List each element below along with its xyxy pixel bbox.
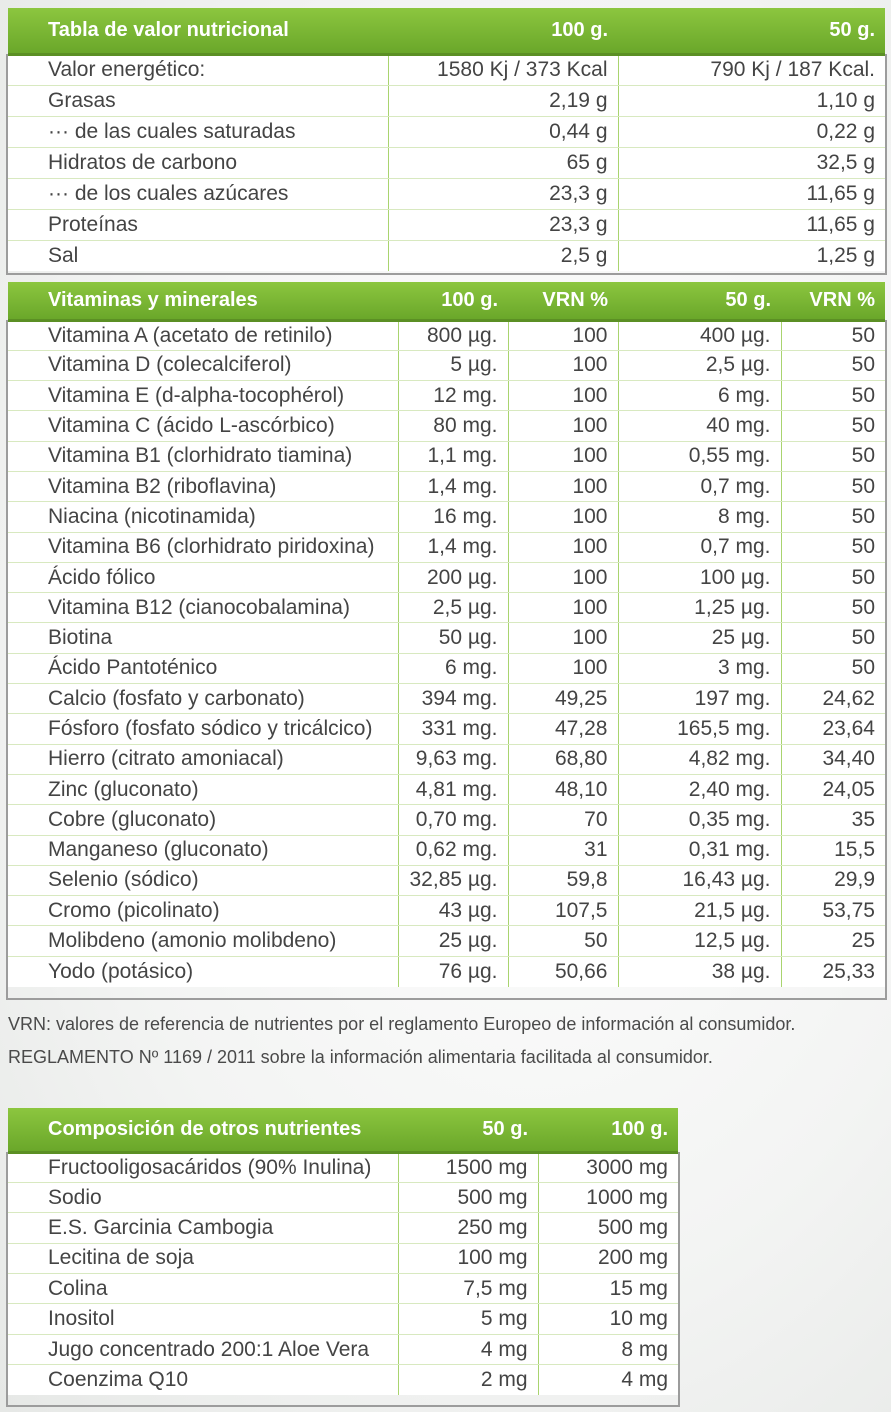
vitamins-row-value: 100 (508, 320, 618, 350)
other-row-label: Sodio (8, 1182, 398, 1212)
vitamins-row (8, 532, 885, 562)
vitamins-row-value: 0,70 mg. (398, 805, 508, 835)
vitamins-header-label: Vitaminas y minerales (8, 282, 398, 320)
vitamins-row-label: Biotina (8, 623, 398, 653)
vitamins-row-value: 100 (508, 532, 618, 562)
vitamins-row-value: 25 µg. (618, 623, 781, 653)
footnote-regulation: REGLAMENTO Nº 1169 / 2011 sobre la información alimentaria facilitada al consumidor. (8, 1047, 713, 1067)
vitamins-row-value: 3 mg. (618, 653, 781, 683)
vitamins-row-value: 100 (508, 381, 618, 411)
vitamins-row (8, 471, 885, 501)
other-row-value: 2 mg (398, 1365, 538, 1395)
vitamins-row-value: 70 (508, 805, 618, 835)
vitamins-row-value: 107,5 (508, 896, 618, 926)
vitamins-row-value: 2,40 mg. (618, 774, 781, 804)
other-row-label: Coenzima Q10 (48, 1368, 189, 1392)
nutrition-header-label: Tabla de valor nutricional (8, 8, 388, 54)
other-row-label: E.S. Garcinia Cambogia (8, 1213, 398, 1243)
vitamins-row (8, 562, 885, 592)
vitamins-row-value: 50 (781, 381, 885, 411)
other-row-value: 1500 mg (398, 1152, 538, 1182)
vitamins-row-value: 9,63 mg. (398, 744, 508, 774)
vitamins-row-label: Molibdeno (amonio molibdeno) (8, 926, 398, 956)
vitamins-row-value: 100 (508, 441, 618, 471)
nutrition-row (8, 54, 885, 85)
vitamins-row-value: 50 (781, 562, 885, 592)
vitamins-row-value: 100 µg. (618, 562, 781, 592)
vitamins-row (8, 744, 885, 774)
vitamins-row-value: 0,35 mg. (618, 805, 781, 835)
other-row (8, 1274, 678, 1304)
vitamins-row-value: 50 (781, 471, 885, 501)
vitamins-row-value: 49,25 (508, 684, 618, 714)
vitamins-row-value: 25 µg. (398, 926, 508, 956)
other-row (8, 1365, 678, 1395)
vitamins-row-value: 29,9 (781, 865, 885, 895)
other-row (8, 1213, 678, 1243)
other-row-value: 500 mg (538, 1213, 678, 1243)
vitamins-row-value: 100 (508, 350, 618, 380)
nutrition-row (8, 147, 885, 178)
vitamins-row-value: 8 mg. (618, 502, 781, 532)
nutrition-row (8, 209, 885, 240)
other-nutrients-table (8, 1108, 678, 1395)
nutrition-row-value: 11,65 g (618, 178, 885, 209)
other-row (8, 1243, 678, 1273)
vitamins-row-value: 34,40 (781, 744, 885, 774)
vitamins-row-label: Vitamina B6 (clorhidrato piridoxina) (8, 532, 398, 562)
nutrition-row-value: 1580 Kj / 373 Kcal (388, 54, 618, 85)
other-row (8, 1334, 678, 1364)
vitamins-row-value: 50 (781, 350, 885, 380)
other-row-value: 100 mg (398, 1243, 538, 1273)
vitamins-row-value: 16,43 µg. (618, 865, 781, 895)
vitamins-row (8, 714, 885, 744)
vitamins-row-value: 100 (508, 502, 618, 532)
vitamins-row-value: 53,75 (781, 896, 885, 926)
other-row-label: Inositol (8, 1304, 398, 1334)
nutrition-header-row (8, 8, 885, 54)
vitamins-row-value: 50 (781, 653, 885, 683)
nutrition-row-value: 11,65 g (618, 209, 885, 240)
vitamins-header-vrn-100g: VRN % (508, 282, 618, 320)
nutrition-row-value: 790 Kj / 187 Kcal. (618, 54, 885, 85)
nutrition-row-label: Valor energético: (8, 54, 388, 85)
vitamins-row-value: 24,05 (781, 774, 885, 804)
nutrition-row-value: 23,3 g (388, 178, 618, 209)
vitamins-row (8, 774, 885, 804)
nutrition-row-value: 23,3 g (388, 209, 618, 240)
vitamins-row-label: Yodo (potásico) (48, 959, 194, 983)
nutrition-header-100g: 100 g. (388, 8, 618, 54)
vitamins-row-label: Fósforo (fosfato sódico y tricálcico) (8, 714, 398, 744)
vitamins-row-value: 100 (508, 411, 618, 441)
vitamins-row-label: Selenio (sódico) (8, 865, 398, 895)
vitamins-row-value: 800 µg. (398, 320, 508, 350)
vitamins-row-value: 12 mg. (398, 381, 508, 411)
vitamins-row-value: 0,31 mg. (618, 835, 781, 865)
other-row-value: 7,5 mg (398, 1274, 538, 1304)
vitamins-row-value: 15,5 (781, 835, 885, 865)
other-row-label: Colina (8, 1274, 398, 1304)
nutrition-row (8, 240, 885, 271)
vitamins-row (8, 381, 885, 411)
vitamins-row-value: 21,5 µg. (618, 896, 781, 926)
vitamins-row-value: 100 (508, 653, 618, 683)
vitamins-row-label: Zinc (gluconato) (8, 774, 398, 804)
nutrition-row-value: 2,19 g (388, 85, 618, 116)
vitamins-row-label: Vitamina C (ácido L-ascórbico) (8, 411, 398, 441)
vitamins-row-value: 38 µg. (618, 956, 781, 986)
vitamins-row-value: 50 (781, 320, 885, 350)
vitamins-row-value: 50 (781, 441, 885, 471)
vitamins-row-value: 47,28 (508, 714, 618, 744)
vitamins-row-value: 0,62 mg. (398, 835, 508, 865)
other-row (8, 1152, 678, 1182)
vitamins-row-value: 35 (781, 805, 885, 835)
vitamins-row (8, 805, 885, 835)
vitamins-row-value: 48,10 (508, 774, 618, 804)
vitamins-row (8, 623, 885, 653)
other-row-value: 3000 mg (538, 1152, 678, 1182)
footnote-vrn: VRN: valores de referencia de nutrientes por el reglamento Europeo de información al consumidor. (8, 1014, 796, 1034)
nutrition-row-label: Sal (48, 243, 79, 267)
vitamins-row-value: 23,64 (781, 714, 885, 744)
vitamins-row-value: 4,82 mg. (618, 744, 781, 774)
vitamins-row-label: Ácido Pantoténico (8, 653, 398, 683)
nutrition-row (8, 178, 885, 209)
nutrition-row-label: Grasas (8, 85, 388, 116)
vitamins-row-value: 331 mg. (398, 714, 508, 744)
vitamins-row-value: 31 (508, 835, 618, 865)
other-row-label: Jugo concentrado 200:1 Aloe Vera (8, 1334, 398, 1364)
vitamins-row-value: 50 (781, 411, 885, 441)
vitamins-row-value: 50 (781, 532, 885, 562)
vitamins-row-value: 50 (508, 926, 618, 956)
other-row-label: Lecitina de soja (8, 1243, 398, 1273)
vitamins-row-value: 1,1 mg. (398, 441, 508, 471)
vitamins-row-value: 68,80 (508, 744, 618, 774)
vitamins-row-label: Hierro (citrato amoniacal) (8, 744, 398, 774)
other-row-value: 8 mg (538, 1334, 678, 1364)
vitamins-row-value: 394 mg. (398, 684, 508, 714)
other-row-value: 500 mg (398, 1182, 538, 1212)
vitamins-row-value: 6 mg. (618, 381, 781, 411)
vitamins-row-value: 16 mg. (398, 502, 508, 532)
vitamins-row-label: Cromo (picolinato) (8, 896, 398, 926)
vitamins-row-value: 50 (781, 593, 885, 623)
vitamins-row-label: Vitamina B12 (cianocobalamina) (8, 593, 398, 623)
vitamins-row-value: 0,7 mg. (618, 471, 781, 501)
other-row (8, 1304, 678, 1334)
vitamins-row-value: 100 (508, 623, 618, 653)
vitamins-row-value: 0,7 mg. (618, 532, 781, 562)
other-row-value: 15 mg (538, 1274, 678, 1304)
vitamins-row-value: 6 mg. (398, 653, 508, 683)
other-header-50g: 50 g. (398, 1108, 538, 1152)
vitamins-row-value: 40 mg. (618, 411, 781, 441)
vitamins-table (8, 282, 885, 987)
vitamins-header-100g: 100 g. (398, 282, 508, 320)
vitamins-row-value: 100 (508, 471, 618, 501)
other-row-value: 1000 mg (538, 1182, 678, 1212)
vitamins-row-value: 197 mg. (618, 684, 781, 714)
vitamins-row (8, 411, 885, 441)
vitamins-row-value: 50,66 (508, 956, 618, 986)
vitamins-row (8, 350, 885, 380)
vitamins-row-value: 400 µg. (618, 320, 781, 350)
vitamins-row-label: Vitamina E (d-alpha-tocophérol) (8, 381, 398, 411)
nutrition-row-value: 1,25 g (618, 240, 885, 271)
vitamins-row (8, 956, 885, 986)
vitamins-row-value: 12,5 µg. (618, 926, 781, 956)
nutrition-row-label: Hidratos de carbono (8, 147, 388, 178)
vitamins-row (8, 653, 885, 683)
vitamins-row-value: 1,25 µg. (618, 593, 781, 623)
vitamins-header-row (8, 282, 885, 320)
vitamins-row-value: 50 (781, 623, 885, 653)
vitamins-row (8, 865, 885, 895)
nutrition-row-label: Proteínas (8, 209, 388, 240)
nutrition-header-50g: 50 g. (618, 8, 885, 54)
nutrition-row-label: ··· de las cuales saturadas (8, 116, 388, 147)
nutrition-row-value: 1,10 g (618, 85, 885, 116)
other-row-value: 5 mg (398, 1304, 538, 1334)
vitamins-header-50g: 50 g. (618, 282, 781, 320)
nutrition-row (8, 85, 885, 116)
other-row-value: 200 mg (538, 1243, 678, 1273)
vitamins-row-label: Vitamina D (colecalciferol) (8, 350, 398, 380)
vitamins-row-label: Manganeso (gluconato) (8, 835, 398, 865)
vitamins-row (8, 684, 885, 714)
other-row-value: 4 mg (538, 1365, 678, 1395)
vitamins-row-label: Vitamina B2 (riboflavina) (8, 471, 398, 501)
other-header-100g: 100 g. (538, 1108, 678, 1152)
vitamins-row (8, 896, 885, 926)
other-row-value: 10 mg (538, 1304, 678, 1334)
vitamins-row-value: 59,8 (508, 865, 618, 895)
vitamins-row-value: 100 (508, 562, 618, 592)
vitamins-row (8, 926, 885, 956)
vitamins-row-value: 1,4 mg. (398, 532, 508, 562)
vitamins-row-value: 25,33 (781, 956, 885, 986)
nutrition-table (8, 8, 885, 271)
nutrition-row-value: 0,44 g (388, 116, 618, 147)
vitamins-row-value: 5 µg. (398, 350, 508, 380)
vitamins-row-value: 0,55 mg. (618, 441, 781, 471)
vitamins-row-value: 1,4 mg. (398, 471, 508, 501)
vitamins-row-value: 80 mg. (398, 411, 508, 441)
vitamins-row (8, 835, 885, 865)
nutrition-row-value: 32,5 g (618, 147, 885, 178)
vitamins-row (8, 441, 885, 471)
vitamins-row-value: 2,5 µg. (618, 350, 781, 380)
other-row-value: 4 mg (398, 1334, 538, 1364)
vitamins-row-value: 200 µg. (398, 562, 508, 592)
vitamins-row-label: Niacina (nicotinamida) (8, 502, 398, 532)
nutrition-row-label: ··· de los cuales azúcares (8, 178, 388, 209)
vitamins-row (8, 320, 885, 350)
vitamins-row-value: 4,81 mg. (398, 774, 508, 804)
vitamins-row-value: 100 (508, 593, 618, 623)
vitamins-row-value: 43 µg. (398, 896, 508, 926)
vitamins-row-label: Ácido fólico (8, 562, 398, 592)
vitamins-row-value: 165,5 mg. (618, 714, 781, 744)
other-header-row (8, 1108, 678, 1152)
vitamins-row (8, 502, 885, 532)
nutrition-row (8, 116, 885, 147)
other-row-value: 250 mg (398, 1213, 538, 1243)
vitamins-row (8, 593, 885, 623)
nutrition-row-value: 0,22 g (618, 116, 885, 147)
vitamins-row-label: Vitamina B1 (clorhidrato tiamina) (8, 441, 398, 471)
other-row (8, 1182, 678, 1212)
vitamins-header-vrn-50g: VRN % (781, 282, 885, 320)
vitamins-row-label: Vitamina A (acetato de retinilo) (8, 320, 398, 350)
vitamins-row-value: 76 µg. (398, 956, 508, 986)
vitamins-row-value: 50 (781, 502, 885, 532)
vitamins-row-value: 50 µg. (398, 623, 508, 653)
nutrition-row-value: 2,5 g (388, 240, 618, 271)
vitamins-row-label: Cobre (gluconato) (8, 805, 398, 835)
vitamins-row-label: Calcio (fosfato y carbonato) (8, 684, 398, 714)
vitamins-row-value: 24,62 (781, 684, 885, 714)
vitamins-row-value: 25 (781, 926, 885, 956)
vitamins-row-value: 32,85 µg. (398, 865, 508, 895)
other-header-label: Composición de otros nutrientes (8, 1108, 398, 1152)
vitamins-row-value: 2,5 µg. (398, 593, 508, 623)
other-row-label: Fructooligosacáridos (90% Inulina) (8, 1152, 398, 1182)
nutrition-row-value: 65 g (388, 147, 618, 178)
